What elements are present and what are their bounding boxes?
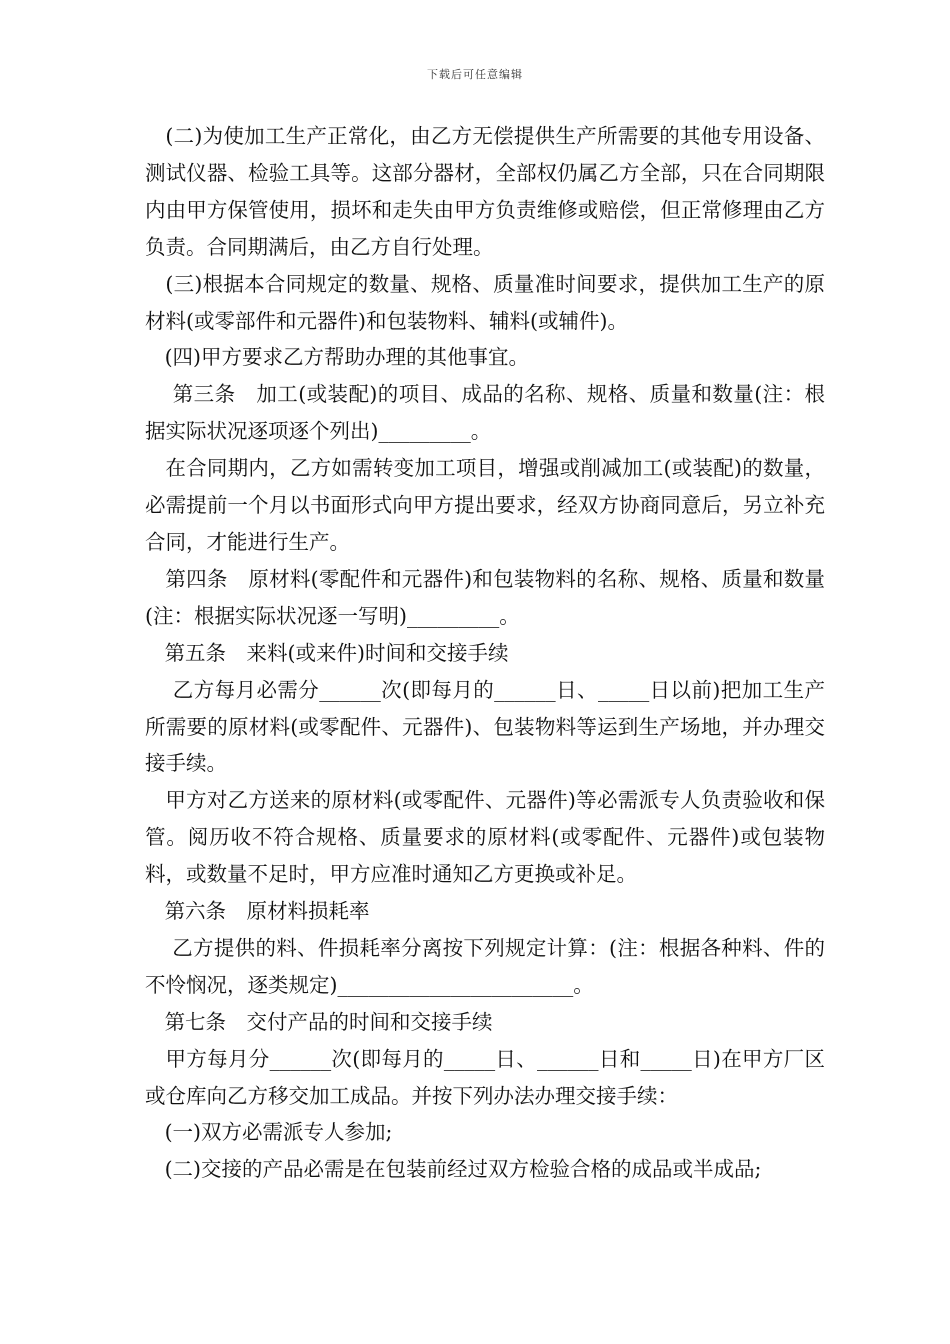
paragraph: (二)为使加工生产正常化，由乙方无偿提供生产所需要的其他专用设备、测试仪器、检验工具等。这部分器材，全部权仍属乙方全部，只在合同期限内由甲方保管使用，损坏和走失由甲方负责维修或赔偿，但正常修理由乙方负责。合同期满后，由乙方自行处理。 — [145, 124, 825, 259]
paragraph: (一)双方必需派专人参加; — [145, 1120, 393, 1145]
page-header: 下载后可任意编辑 — [427, 68, 523, 81]
article-heading: 第四条 原材料(零配件和元器件)和包装物料的名称、规格、质量和数量(注：根据实际状况逐一写明)_________。 — [145, 566, 825, 628]
article-heading: 第七条 交付产品的时间和交接手续 — [145, 1009, 493, 1034]
article-heading: 第六条 原材料损耗率 — [145, 899, 370, 924]
paragraph: 甲方每月分______次(即每月的_____日、______日和_____日)在甲方厂区或仓库向乙方移交加工成品。并按下列办法办理交接手续： — [145, 1046, 825, 1108]
document-body — [145, 118, 825, 1188]
article-heading: 第五条 来料(或来件)时间和交接手续 — [145, 640, 509, 665]
paragraph: 乙方每月必需分______次(即每月的______日、_____日以前)把加工生产所需要的原材料(或零配件、元器件)、包装物料等运到生产场地，并办理交接手续。 — [145, 677, 825, 776]
paragraph: 甲方对乙方送来的原材料(或零配件、元器件)等必需派专人负责验收和保管。阅历收不符合规格、质量要求的原材料(或零配件、元器件)或包装物料，或数量不足时，甲方应准时通知乙方更换或补足。 — [145, 788, 825, 887]
paragraph: 乙方提供的料、件损耗率分离按下列规定计算：(注：根据各种料、件的不怜悯况，逐类规定)_______________________。 — [145, 935, 825, 997]
paragraph: (二)交接的产品必需是在包装前经过双方检验合格的成品或半成品; — [145, 1157, 762, 1182]
paragraph: 在合同期内，乙方如需转变加工项目，增强或削减加工(或装配)的数量，必需提前一个月以书面形式向甲方提出要求，经双方协商同意后，另立补充合同，才能进行生产。 — [145, 456, 825, 554]
paragraph: (四)甲方要求乙方帮助办理的其他事宜。 — [145, 345, 530, 370]
article-heading: 第三条 加工(或装配)的项目、成品的名称、规格、质量和数量(注：根据实际状况逐项逐个列出)_________。 — [145, 382, 825, 444]
paragraph: (三)根据本合同规定的数量、规格、质量准时间要求，提供加工生产的原材料(或零部件和元器件)和包装物料、辅料(或辅件)。 — [145, 271, 825, 333]
